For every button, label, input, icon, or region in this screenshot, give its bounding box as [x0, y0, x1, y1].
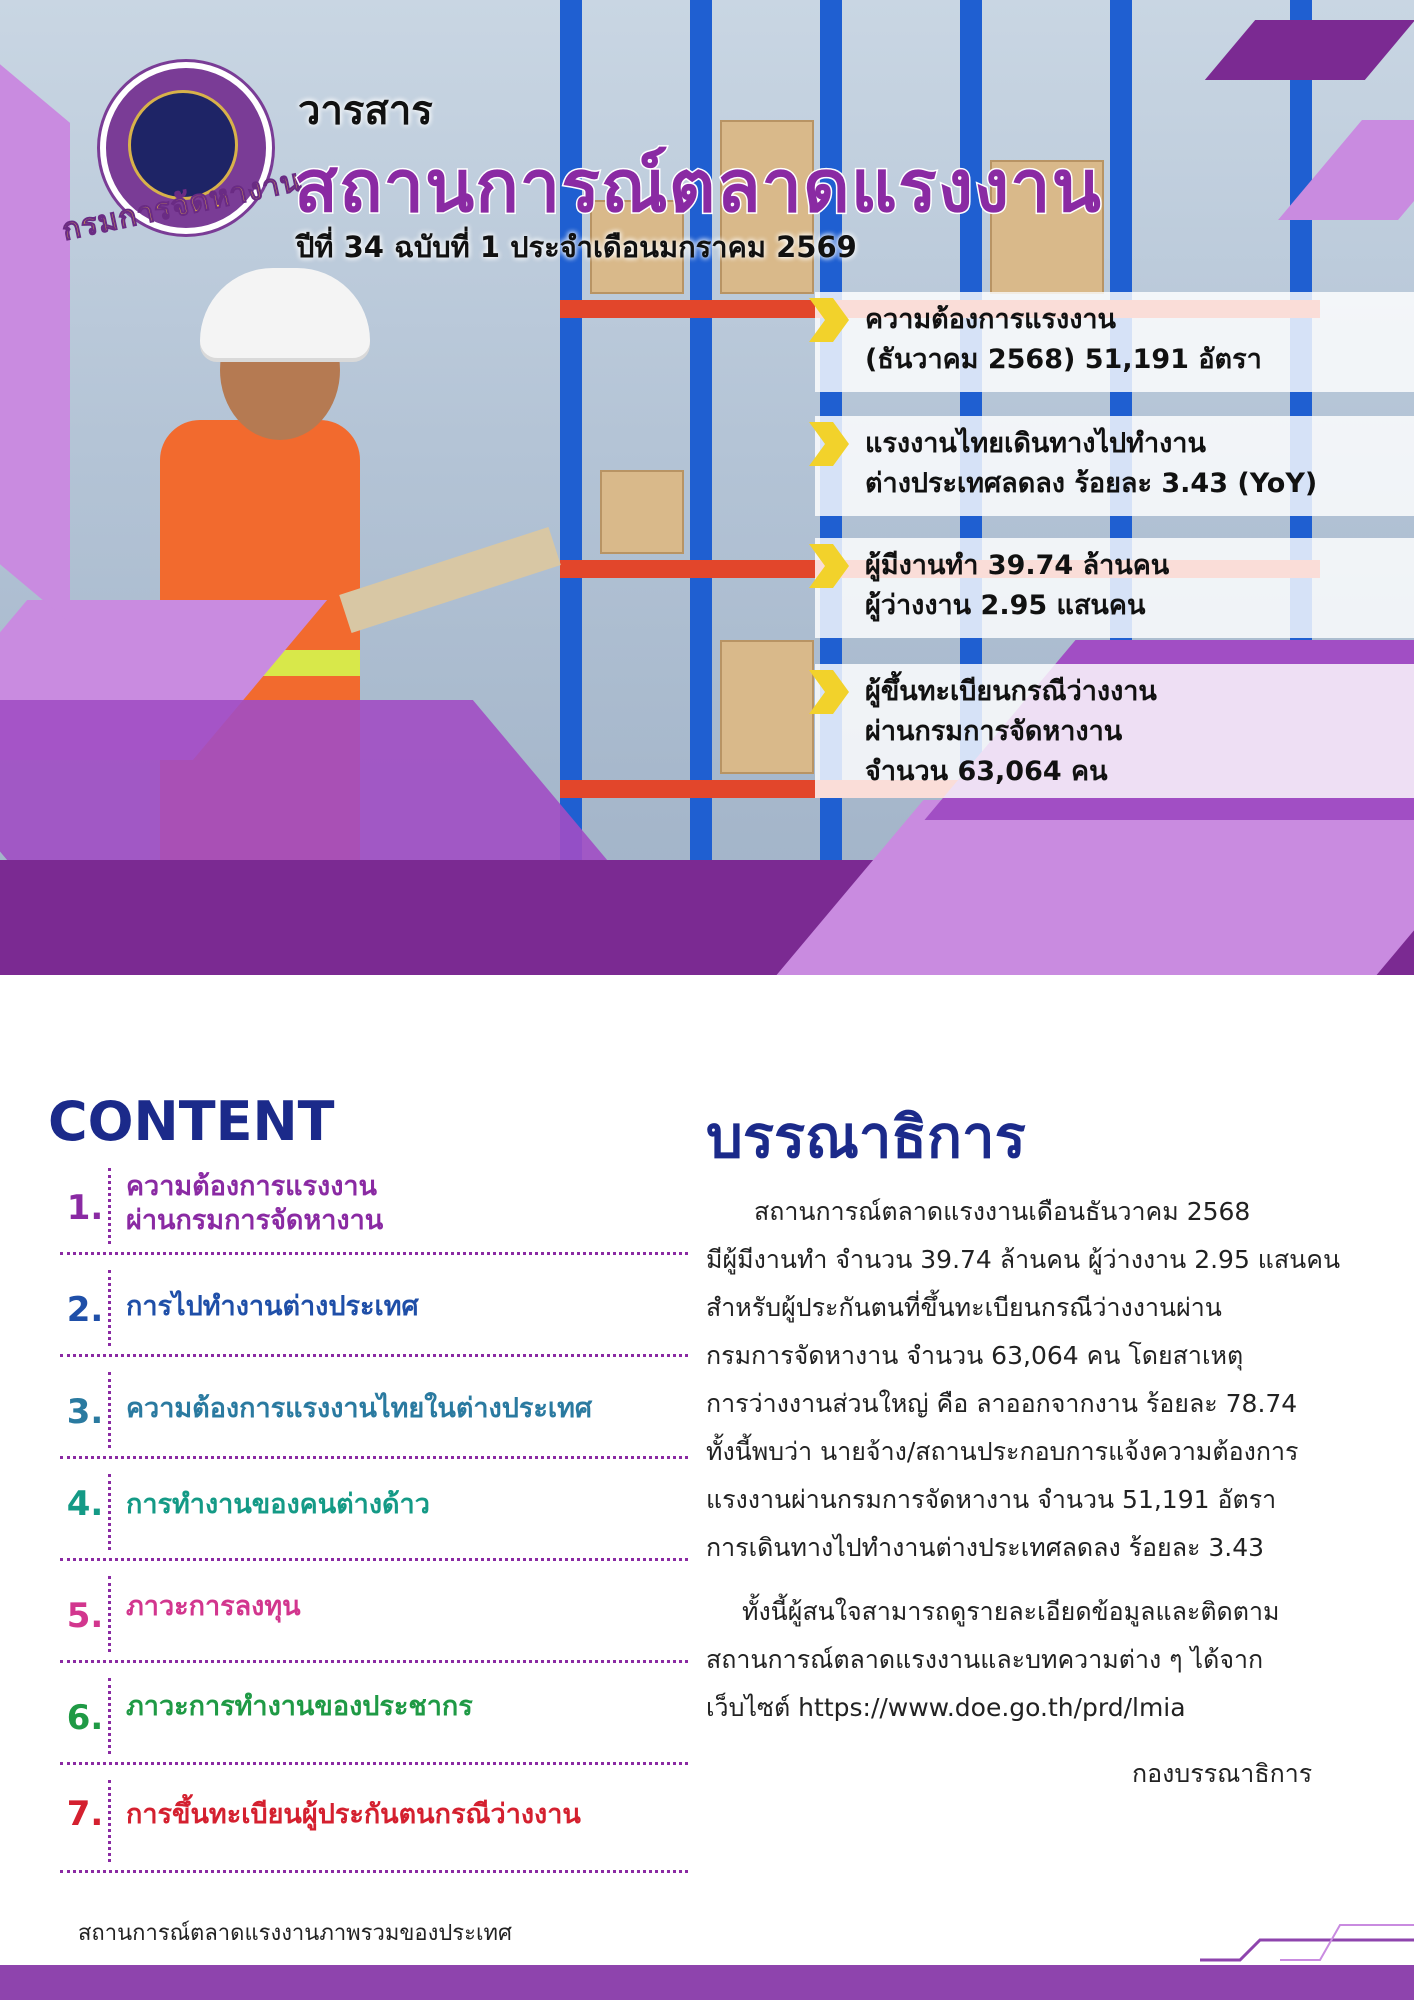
clipboard	[339, 527, 561, 633]
editorial-line: สำหรับผู้ประกันตนที่ขึ้นทะเบียนกรณีว่างงานผ่าน	[706, 1293, 1222, 1322]
toc-item[interactable]	[60, 1568, 688, 1663]
footer-bar	[0, 1965, 1414, 2000]
editorial-line: มีผู้มีงานทำ จำนวน 39.74 ล้านคน ผู้ว่างงาน 2.95 แสนคน	[706, 1245, 1341, 1274]
toc-label: การไปทำงานต่างประเทศ	[126, 1291, 419, 1322]
highlight-line: แรงงานไทยเดินทางไปทำงาน	[865, 428, 1206, 459]
highlight-line: ความต้องการแรงงาน	[865, 304, 1117, 335]
journal-label: วารสาร	[298, 88, 433, 134]
toc-divider	[108, 1780, 111, 1862]
decor-shape	[777, 800, 1414, 975]
editorial-signature: กองบรรณาธิการ	[1132, 1759, 1313, 1788]
editorial-line: เว็บไซต์ https://www.doe.go.th/prd/lmia	[706, 1693, 1186, 1722]
toc-label: ภาวะการทำงานของประชากร	[126, 1691, 473, 1722]
highlight-line: ต่างประเทศลดลง ร้อยละ 3.43 (YoY)	[865, 468, 1318, 499]
toc-divider	[108, 1168, 111, 1244]
chevron-icon	[809, 544, 849, 588]
highlight-card	[815, 538, 1414, 638]
content-heading: CONTENT	[48, 1090, 335, 1153]
toc-divider	[108, 1678, 111, 1754]
toc-divider	[108, 1474, 111, 1550]
toc-divider	[108, 1372, 111, 1448]
decor-shape	[1205, 20, 1414, 80]
journal-title: สถานการณ์ตลาดแรงงาน	[294, 144, 1102, 228]
editorial-line: ทั้งนี้พบว่า นายจ้าง/สถานประกอบการแจ้งความต้องการ	[706, 1437, 1299, 1466]
highlight-card	[815, 416, 1414, 516]
toc-number: 7.	[66, 1794, 104, 1834]
toc-item[interactable]	[60, 1772, 688, 1873]
editorial-line: ทั้งนี้ผู้สนใจสามารถดูรายละเอียดข้อมูลและติดตาม	[742, 1597, 1280, 1626]
toc-label-line: ผ่านกรมการจัดหางาน	[126, 1205, 384, 1236]
highlight-line: ผู้มีงานทำ 39.74 ล้านคน	[865, 550, 1170, 581]
hard-hat	[200, 268, 370, 358]
toc-divider	[108, 1576, 111, 1652]
toc-number: 5.	[66, 1596, 104, 1636]
cargo-box	[720, 640, 814, 774]
editorial-line: การว่างงานส่วนใหญ่ คือ ลาออกจากงาน ร้อยละ 78.74	[706, 1389, 1298, 1418]
highlight-card	[815, 664, 1414, 798]
toc-number: 2.	[66, 1290, 104, 1330]
toc-item[interactable]	[60, 1364, 688, 1459]
highlight-line: ผู้ขึ้นทะเบียนกรณีว่างงาน	[865, 676, 1157, 707]
logo-text: กรมการจัดหางาน	[59, 163, 305, 248]
editorial-paragraph	[706, 1188, 1363, 1572]
toc-label	[126, 1170, 383, 1238]
toc-label: ภาวะการลงทุน	[126, 1591, 301, 1622]
editorial-line: กรมการจัดหางาน จำนวน 63,064 คน โดยสาเหตุ	[706, 1341, 1244, 1370]
toc-label: การทำงานของคนต่างด้าว	[126, 1489, 430, 1520]
toc-number: 4.	[66, 1484, 104, 1524]
cover-hero	[0, 0, 1414, 975]
editorial-heading: บรรณาธิการ	[706, 1103, 1026, 1171]
footer-text: สถานการณ์ตลาดแรงงานภาพรวมของประเทศ	[78, 1921, 512, 1946]
chevron-icon	[809, 670, 849, 714]
editorial-paragraph	[706, 1588, 1363, 1732]
highlight-card	[815, 292, 1414, 392]
highlight-line: ผู้ว่างงาน 2.95 แสนคน	[865, 590, 1146, 621]
editorial-line: สถานการณ์ตลาดแรงงานเดือนธันวาคม 2568	[754, 1197, 1251, 1226]
chevron-icon	[809, 422, 849, 466]
chevron-icon	[809, 298, 849, 342]
toc-item[interactable]	[60, 1160, 688, 1255]
toc-divider	[108, 1270, 111, 1346]
toc-item[interactable]	[60, 1670, 688, 1765]
highlight-line: จำนวน 63,064 คน	[865, 756, 1108, 787]
editorial-line: การเดินทางไปทำงานต่างประเทศลดลง ร้อยละ 3.43	[706, 1533, 1265, 1562]
decor-shape	[0, 700, 607, 860]
toc-item[interactable]	[60, 1262, 688, 1357]
decor-shape	[0, 0, 70, 623]
issue-line: ปีที่ 34 ฉบับที่ 1 ประจำเดือนมกราคม 2569	[296, 230, 857, 264]
toc-label: ความต้องการแรงงานไทยในต่างประเทศ	[126, 1393, 593, 1424]
toc-label-line: ความต้องการแรงงาน	[126, 1171, 378, 1202]
highlight-line: (ธันวาคม 2568) 51,191 อัตรา	[865, 344, 1262, 375]
toc-number: 3.	[66, 1392, 104, 1432]
toc-number: 6.	[66, 1698, 104, 1738]
toc-label: การขึ้นทะเบียนผู้ประกันตนกรณีว่างงาน	[126, 1799, 581, 1830]
editorial-line: แรงงานผ่านกรมการจัดหางาน จำนวน 51,191 อัตรา	[706, 1485, 1277, 1514]
editorial-line: สถานการณ์ตลาดแรงงานและบทความต่าง ๆ ได้จาก	[706, 1645, 1264, 1674]
cargo-box	[600, 470, 684, 554]
toc-number: 1.	[66, 1188, 104, 1228]
highlight-line: ผ่านกรมการจัดหางาน	[865, 716, 1123, 747]
toc-item[interactable]	[60, 1466, 688, 1561]
circuit-decoration	[1200, 1915, 1414, 1965]
